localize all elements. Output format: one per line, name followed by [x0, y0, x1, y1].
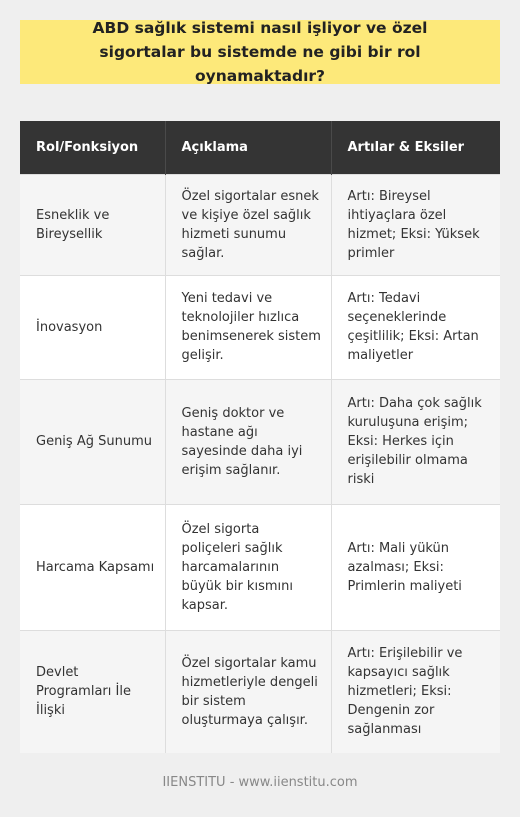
table-row	[20, 504, 500, 630]
table-row	[20, 174, 500, 275]
cell-role: İnovasyon	[20, 275, 165, 379]
cell-description: Yeni tedavi ve teknolojiler hızlıca benimsenerek sistem gelişir.	[165, 275, 331, 379]
cell-pros-cons: Artı: Erişilebilir ve kapsayıcı sağlık hizmetleri; Eksi: Dengenin zor sağlanması	[331, 630, 500, 753]
title-banner	[20, 20, 500, 84]
table-header-row	[20, 121, 500, 174]
cell-pros-cons: Artı: Daha çok sağlık kuruluşuna erişim; Eksi: Herkes için erişilebilir olmama riski	[331, 379, 500, 504]
column-header-description: Açıklama	[165, 121, 331, 174]
cell-description: Özel sigortalar esnek ve kişiye özel sağlık hizmeti sunumu sağlar.	[165, 174, 331, 275]
info-table	[20, 121, 500, 753]
cell-description: Özel sigortalar kamu hizmetleriyle dengeli bir sistem oluşturmaya çalışır.	[165, 630, 331, 753]
table-row	[20, 275, 500, 379]
cell-description: Özel sigorta poliçeleri sağlık harcamalarının büyük bir kısmını kapsar.	[165, 504, 331, 630]
column-header-pros-cons: Artılar & Eksiler	[331, 121, 500, 174]
page-title: ABD sağlık sistemi nasıl işliyor ve özel sigortalar bu sistemde ne gibi bir rol oynamaktadır?	[92, 19, 428, 85]
cell-pros-cons: Artı: Tedavi seçeneklerinde çeşitlilik; Eksi: Artan maliyetler	[331, 275, 500, 379]
column-header-role: Rol/Fonksiyon	[20, 121, 165, 174]
cell-pros-cons: Artı: Bireysel ihtiyaçlara özel hizmet; Eksi: Yüksek primler	[331, 174, 500, 275]
cell-role: Geniş Ağ Sunumu	[20, 379, 165, 504]
footer-credit: IIENSTITU - www.iienstitu.com	[162, 775, 358, 790]
cell-pros-cons: Artı: Mali yükün azalması; Eksi: Primlerin maliyeti	[331, 504, 500, 630]
cell-role: Devlet Programları İle İlişki	[20, 630, 165, 753]
cell-role: Harcama Kapsamı	[20, 504, 165, 630]
table-row	[20, 379, 500, 504]
cell-role: Esneklik ve Bireysellik	[20, 174, 165, 275]
cell-description: Geniş doktor ve hastane ağı sayesinde daha iyi erişim sağlanır.	[165, 379, 331, 504]
table-row	[20, 630, 500, 753]
